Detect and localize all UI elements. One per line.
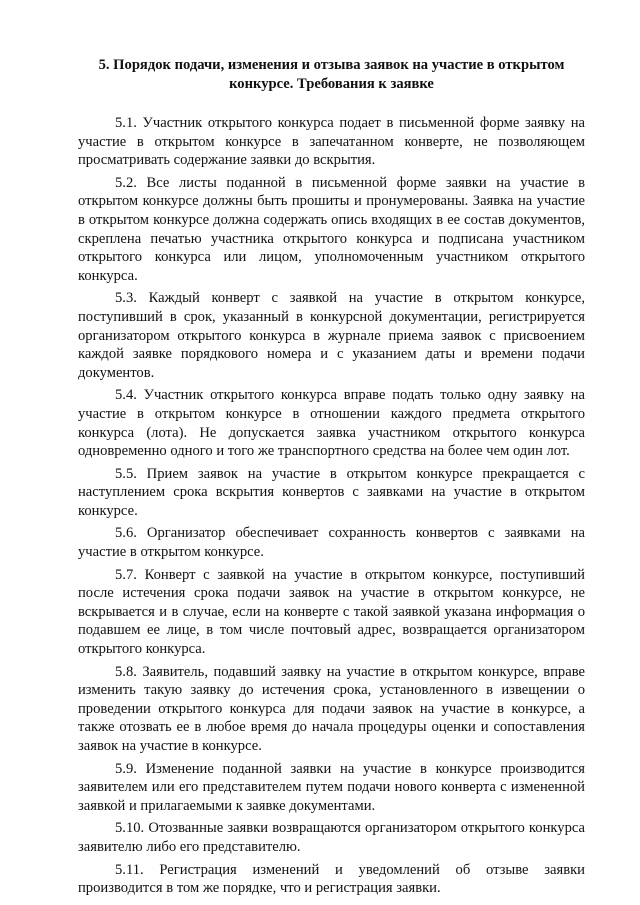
- paragraph-5-10: 5.10. Отозванные заявки возвращаются организатором открытого конкурса заявителю либо его представителю.: [78, 820, 585, 855]
- paragraph-5-8: 5.8. Заявитель, подавший заявку на участие в открытом конкурсе, вправе изменить такую заявку до истечения срока, установленного в извещении о проведении открытого конкурса для подачи заявок на участие в конкурсе, а также отозвать ее в любое время до начала процедуры оценки и сопоставления заявок на участие в конкурсе.: [78, 663, 585, 754]
- paragraph-5-1: 5.1. Участник открытого конкурса подает в письменной форме заявку на участие в открытом конкурсе в запечатанном конверте, не позволяющем просматривать содержание заявки до вскрытия.: [78, 115, 585, 169]
- paragraph-5-5: 5.5. Прием заявок на участие в открытом конкурсе прекращается с наступлением срока вскрытия конвертов с заявками на участие в открытом конкурсе.: [78, 465, 585, 519]
- paragraph-5-2: 5.2. Все листы поданной в письменной форме заявки на участие в открытом конкурсе должны быть прошиты и пронумерованы. Заявка на участие в открытом конкурсе должна содержать опись входящих в ее состав документов, скреплена печатью участника открытого конкурса и подписана участником открытого конкурса или лицом, уполномоченным участником открытого конкурса.: [78, 174, 585, 284]
- paragraph-5-7: 5.7. Конверт с заявкой на участие в открытом конкурсе, поступивший после истечения срока подачи заявок на участие в открытом конкурсе, не вскрывается и в случае, если на конверте с такой заявкой указана информация о подавшем ее лице, в том числе почтовый адрес, возвращается организатором открытого конкурса.: [78, 566, 585, 658]
- paragraph-5-6: 5.6. Организатор обеспечивает сохранность конвертов с заявками на участие в открытом конкурсе.: [78, 525, 585, 561]
- paragraph-5-4: 5.4. Участник открытого конкурса вправе подать только одну заявку на участие в открытом конкурсе в отношении каждого предмета открытого конкурса (лота). Не допускается заявка участником открытого конкурса одновременно одного и того же транспортного средства на более чем один лот.: [78, 387, 585, 460]
- document-page: [78, 56, 585, 902]
- section-title: 5. Порядок подачи, изменения и отзыва заявок на участие в открытом конкурсе. Требования к заявке: [98, 57, 565, 92]
- paragraph-5-9: 5.9. Изменение поданной заявки на участие в конкурсе производится заявителем или его представителем путем подачи нового конверта с измененной заявкой и прилагаемыми к заявке документами.: [78, 760, 585, 814]
- paragraph-5-3: 5.3. Каждый конверт с заявкой на участие в открытом конкурсе, поступивший в срок, указанный в конкурсной документации, регистрируется организатором открытого конкурса в журнале приема заявок с присвоением каждой заявке порядкового номера и с указанием даты и времени подачи документов.: [78, 290, 585, 381]
- paragraph-5-11: 5.11. Регистрация изменений и уведомлений об отзыве заявки производится в том же порядке, что и регистрация заявки.: [78, 861, 585, 897]
